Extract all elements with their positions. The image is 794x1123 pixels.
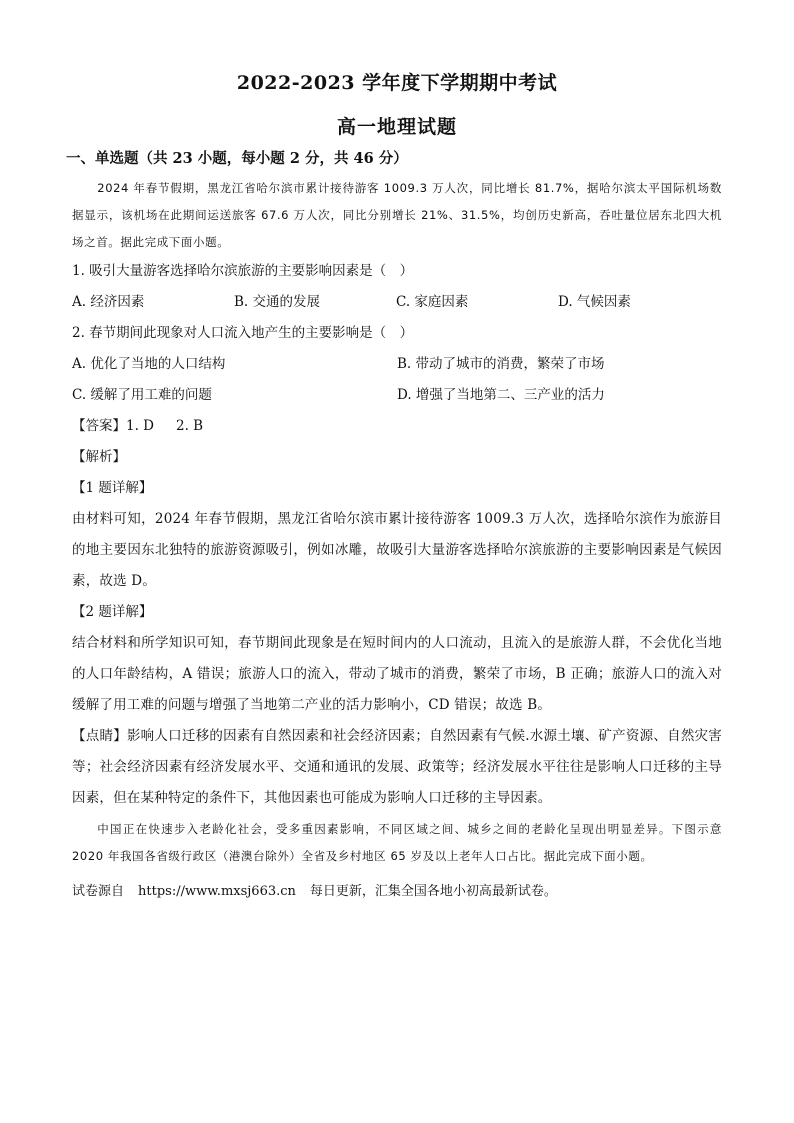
reading-passage-1: 2024 年春节假期，黑龙江省哈尔滨市累计接待游客 1009.3 万人次，同比增长 81.7%，据哈尔滨太平国际机场数据显示，该机场在此期间运送旅客 67.6 万人次，同比分别增长 21%、31.5%，均创历史新高，吞吐量位居东北四大机场之首。据此完成下面小题。 <box>72 181 722 249</box>
question-1-option-b[interactable]: B. 交通的发展 <box>234 294 321 310</box>
highlight-block <box>72 721 722 814</box>
highlight-text: 影响人口迁移的因素有自然因素和社会经济因素；自然因素有气候.水源土壤、矿产资源、自然灾害等；社会经济因素有经济发展水平、交通和通讯的发展、政策等；经济发展水平往往是影响人口迁移的主导因素，但在某种特定的条件下，其他因素也可能成为影响人口迁移的主导因素。 <box>72 728 722 806</box>
question-2-option-b[interactable]: B. 带动了城市的消费，繁荣了市场 <box>397 356 605 372</box>
exam-subtitle: 高一地理试题 <box>336 116 457 138</box>
exam-content <box>66 147 722 907</box>
detail-2-label: 【2 题详解】 <box>72 604 153 620</box>
question-2-stem: 2. 春节期间此现象对人口流入地产生的主要影响是（ ） <box>72 325 414 341</box>
source-url[interactable]: https://www.mxsj663.cn <box>138 884 296 899</box>
source-note: 每日更新，汇集全国各地小初高最新试卷。 <box>309 884 557 899</box>
question-1-stem: 1. 吸引大量游客选择哈尔滨旅游的主要影响因素是（ ） <box>72 263 414 279</box>
question-1-option-a[interactable]: A. 经济因素 <box>72 294 145 310</box>
question-1-option-c[interactable]: C. 家庭因素 <box>396 294 469 310</box>
answer-2: 2. B <box>176 418 204 434</box>
section-heading: 一、单选题（共 23 小题，每小题 2 分，共 46 分） <box>66 150 408 167</box>
reading-passage-2: 中国正在快速步入老龄化社会，受多重因素影响，不同区域之间、城乡之间的老龄化呈现出明显差异。下图示意 2020 年我国各省级行政区（港澳台除外）全省及乡村地区 65 岁及以上老年人口占比。据此完成下面小题。 <box>72 822 722 863</box>
source-label: 试卷源自 <box>72 884 125 899</box>
question-2-option-c[interactable]: C. 缓解了用工难的问题 <box>72 387 212 403</box>
source-footer <box>72 876 722 907</box>
question-2-option-a[interactable]: A. 优化了当地的人口结构 <box>72 356 226 372</box>
question-2-options-row-1 <box>72 349 722 380</box>
answer-label: 【答案】 <box>72 418 126 434</box>
question-2-options-row-2 <box>72 380 722 411</box>
question-1-option-d[interactable]: D. 气候因素 <box>558 294 631 310</box>
detail-1-text: 由材料可知，2024 年春节假期，黑龙江省哈尔滨市累计接待游客 1009.3 万人次，选择哈尔滨作为旅游目的地主要因东北独特的旅游资源吸引，例如冰雕，故吸引大量游客选择哈尔滨旅游的主要影响因素是气候因素，故选 D。 <box>72 511 722 589</box>
exam-title: 2022-2023 学年度下学期期中考试 <box>236 72 558 94</box>
question-2-option-d[interactable]: D. 增强了当地第二、三产业的活力 <box>397 387 605 403</box>
question-1-options <box>72 287 722 318</box>
highlight-label: 【点睛】 <box>72 728 127 744</box>
detail-2-text: 结合材料和所学知识可知，春节期间此现象是在短时间内的人口流动，且流入的是旅游人群，不会优化当地的人口年龄结构，A 错误；旅游人口的流入，带动了城市的消费，繁荣了市场，B 正确；旅游人口的流入对缓解了用工难的问题与增强了当地第二产业的活力影响小，CD 错误；故选 B。 <box>72 635 722 713</box>
answer-row <box>72 411 722 442</box>
detail-1-label: 【1 题详解】 <box>72 480 153 496</box>
answer-1: 1. D <box>126 418 154 434</box>
analysis-label: 【解析】 <box>72 449 126 465</box>
